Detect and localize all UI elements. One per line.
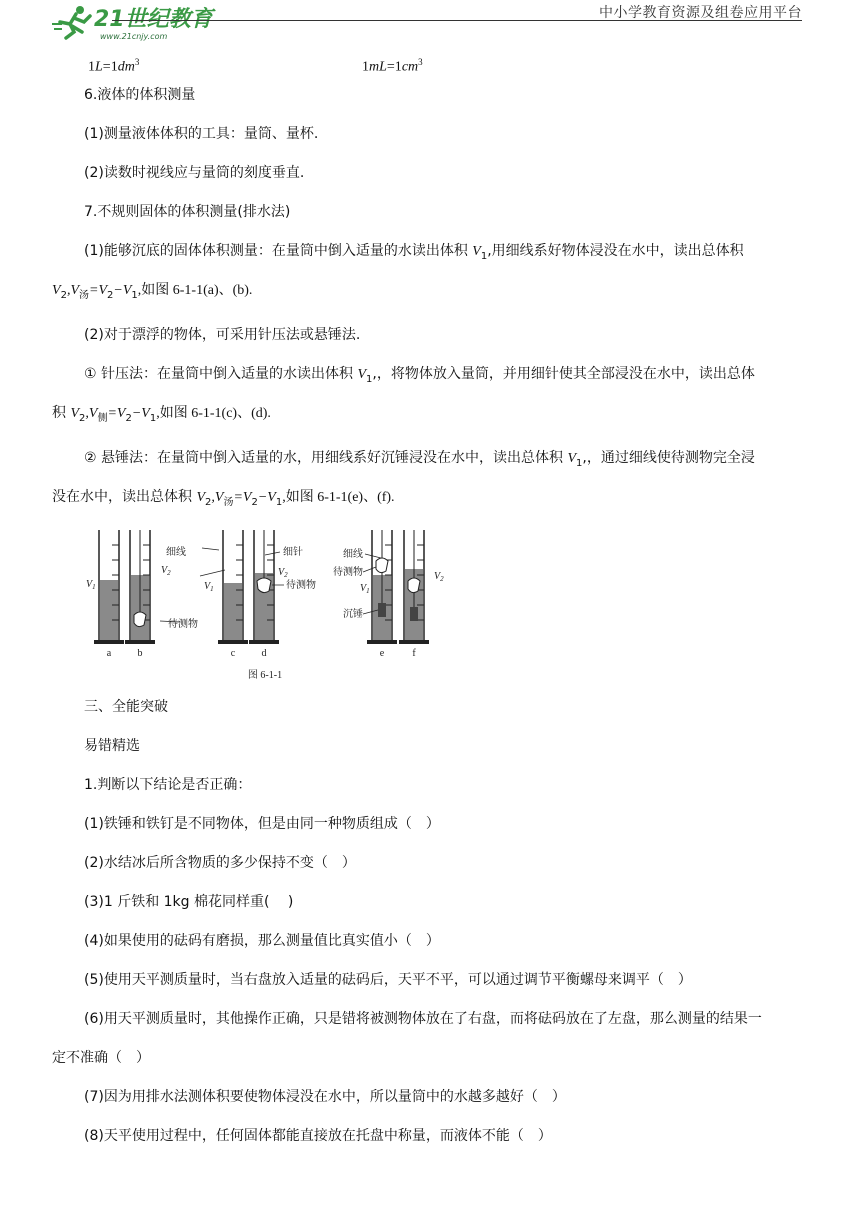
method-2-line2: 没在水中，读出总体积 $V_2,V_汤=V_2-V_1$,如图 6-1-1(e)、(f). — [52, 489, 395, 508]
sinker-f — [410, 607, 418, 621]
logo-text: 21世纪教育 — [94, 7, 213, 32]
list-item: (7)因为用排水法测体积要使物体浸没在水中，所以量筒中的水越多越好（ ） — [84, 1089, 566, 1105]
header-divider — [112, 20, 802, 21]
list-item: (4)如果使用的砝码有磨损，那么测量值比真实值小（ ） — [84, 933, 440, 949]
label-object-b: 待测物 — [168, 619, 198, 630]
cylinder-d — [249, 530, 279, 644]
question-1: 1.判断以下结论是否正确： — [84, 777, 252, 793]
unit-milliliter: $1mL=1cm^3$ — [362, 57, 423, 75]
object-d — [257, 578, 271, 593]
label-thread-e: 细线 — [343, 549, 363, 560]
list-item: (5)使用天平测质量时，当右盘放入适量的砝码后，天平不平，可以通过调节平衡螺母来调平（ ） — [84, 972, 692, 988]
object-b — [134, 612, 146, 627]
logo — [50, 2, 220, 42]
logo-url: www.21cnjy.com — [100, 32, 168, 41]
platform-title: 中小学教育资源及组卷应用平台 — [599, 5, 802, 21]
label-v2-b: $V_2$ — [161, 565, 171, 577]
section-6-p1: (1)测量液体体积的工具：量筒、量杯. — [84, 126, 319, 142]
label-v1-e: $V_1$ — [360, 583, 370, 595]
label-thread-b: 细线 — [166, 547, 186, 558]
section-6-p2: (2)读数时视线应与量筒的刻度垂直. — [84, 165, 305, 181]
unit-liter: $1L=1dm^3$ — [88, 57, 140, 75]
label-c: c — [230, 648, 236, 659]
label-v1-a: $V_1$ — [86, 579, 96, 591]
method-2: ② 悬锤法：在量筒中倒入适量的水，用细线系好沉锤浸没在水中，读出总体积 $V_1$,，通过细线使待测物完全浸 — [84, 450, 755, 469]
object-f — [408, 578, 420, 593]
label-object-e: 待测物 — [333, 567, 363, 578]
label-a: a — [106, 648, 112, 659]
label-sinker-e: 沉锤 — [343, 609, 363, 620]
label-object-d: 待测物 — [286, 580, 316, 591]
cylinder-b — [125, 530, 155, 644]
section-6-title: 6.液体的体积测量 — [84, 87, 196, 103]
figure-caption: 图 6-1-1 — [247, 670, 283, 681]
method-1: ① 针压法：在量筒中倒入适量的水读出体积 $V_1$,，将物体放入量筒，并用细针使其全部浸没在水中，读出总体 — [84, 366, 755, 385]
label-e: e — [379, 648, 385, 659]
section-7-p1-line2: $V_2,V_汤=V_2-V_1$,如图 6-1-1(a)、(b). — [52, 283, 253, 301]
label-v2-d: $V_2$ — [278, 567, 288, 579]
water-a — [100, 580, 118, 640]
section-7-p1: (1)能够沉底的固体体积测量：在量筒中倒入适量的水读出体积 $V_1$,用细线系好物体浸没在水中，读出总体积 — [84, 243, 744, 262]
page-header — [0, 0, 860, 42]
list-item: (2)水结冰后所含物质的多少保持不变（ ） — [84, 855, 356, 871]
cylinder-e — [367, 530, 397, 644]
label-v1-c: $V_1$ — [204, 581, 214, 593]
water-c — [224, 583, 242, 640]
label-needle-d: 细针 — [283, 547, 303, 558]
list-item: (6)用天平测质量时，其他操作正确，只是错将被测物体放在了右盘，而将砝码放在了左盘，那么测量的结果一 — [84, 1011, 762, 1027]
label-f: f — [412, 648, 416, 659]
method-1-line2: 积 $V_2,V_侧=V_2-V_1$,如图 6-1-1(c)、(d). — [52, 405, 271, 424]
section-3-title: 三、全能突破 — [84, 699, 168, 715]
list-item: (3)1 斤铁和 1kg 棉花同样重( ) — [84, 894, 294, 910]
runner-icon — [52, 6, 90, 38]
list-item: (8)天平使用过程中，任何固体都能直接放在托盘中称量，而液体不能（ ） — [84, 1128, 552, 1144]
label-v2-f: $V_2$ — [434, 571, 444, 583]
figure-6-1-1 — [82, 525, 462, 690]
cylinder-a — [94, 530, 124, 644]
label-d: d — [261, 648, 267, 659]
cylinder-c — [218, 530, 248, 644]
label-b: b — [137, 648, 143, 659]
cylinder-f — [399, 530, 429, 644]
list-item-continued: 定不准确（ ） — [52, 1050, 150, 1066]
section-3-subtitle: 易错精选 — [84, 738, 140, 754]
list-item: (1)铁锤和铁钉是不同物体，但是由同一种物质组成（ ） — [84, 816, 440, 832]
object-e — [376, 558, 388, 573]
section-7-p2: (2)对于漂浮的物体，可采用针压法或悬锤法. — [84, 327, 361, 343]
sinker-e — [378, 603, 386, 617]
section-7-title: 7.不规则固体的体积测量(排水法) — [84, 204, 291, 220]
